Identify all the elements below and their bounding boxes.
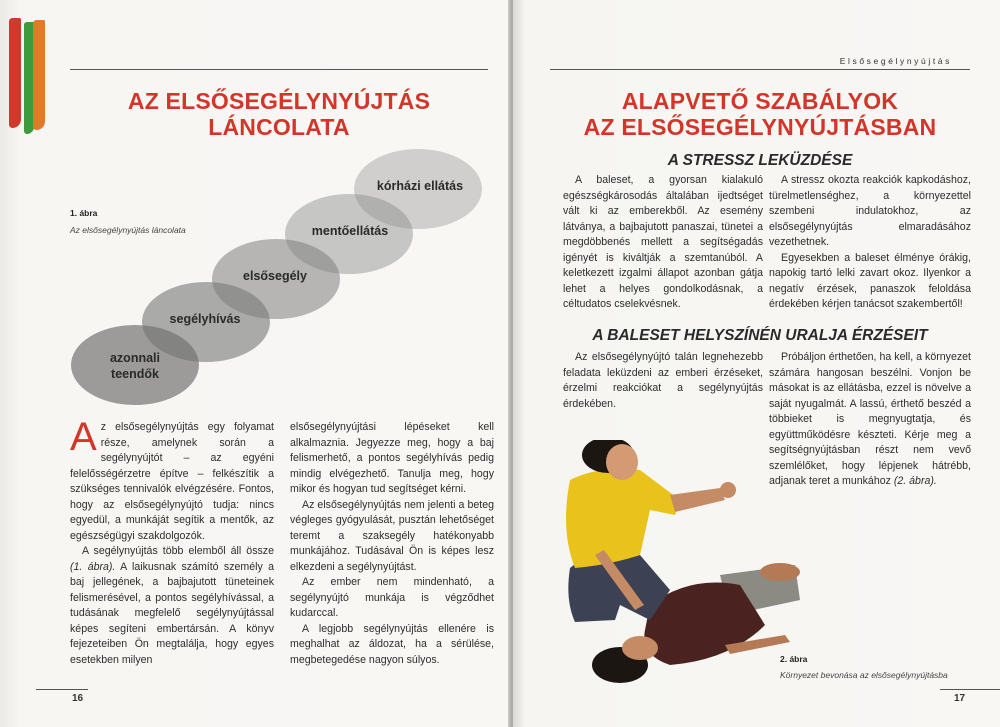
- col2-paragraph-1: elsősegélynyújtási lépéseket kell alkalmaznia. Jegyezze meg, hogy a baj felismerhető, a pontos segélyhívás pedig mindig elvégezhető. Tanulja meg, hogy mikor és hogyan tud segítséget kérni.: [290, 421, 494, 495]
- chain-label-azonnali-line2: teendők: [111, 367, 159, 381]
- title-line-1: AZ ELSŐSEGÉLYNYÚJTÁS: [127, 88, 431, 114]
- section-heading-scene: A BALESET HELYSZÍNÉN URALJA ÉRZÉSEIT: [592, 327, 928, 344]
- left-column-1: [70, 415, 274, 668]
- figure-1-label: 1. ábra: [70, 208, 98, 218]
- left-column-2: [290, 420, 494, 668]
- scene-paragraph-1: Az elsősegélynyújtó talán legnehezebb feladata leküzdeni az emberi érzéseket, érzelmi reakciókat a segélynyújtás érdekében.: [563, 351, 763, 410]
- chapter-tab-red: [9, 18, 21, 128]
- kneeling-person-face: [606, 444, 638, 480]
- stress-paragraph-1: A baleset, a gyorsan kialakuló egészségkárosodás általában ijedtséget vált ki az emberekből. Az esemény látványa, a bajbajutott panaszai, tünetei a megdöbbenés mellett a segítségadás igényét is kiváltják a szemtanúból. A keletkezett izgalmi állapot azonban gátja lehet a helyes gondolkodásnak, a céltudatos cselekvésnek.: [563, 174, 763, 310]
- col1-paragraph-2b: A laikusnak számító személy a baj jellegének, a bajbajutott tüneteinek felismerésével, a pontos segélyhívással, a tudásának megfelelő segélynyújtással képes segíteni embertársán. A könyv fejezeteiben Ön megtalálja, hogy egyes esetekben milyen: [70, 560, 274, 666]
- title-line-2: LÁNCOLATA: [208, 114, 350, 140]
- col2-paragraph-2: Az elsősegélynyújtás nem jelenti a beteg végleges gyógyulását, pusztán lehetőséget teremt a szaksegély hatékonyabb munkájához. Tudásával Ön is képes lesz elkezdeni a segélynyújtást.: [290, 498, 494, 573]
- header-rule: [70, 69, 488, 70]
- page-title-right: [550, 88, 970, 140]
- title-line-2: AZ ELSŐSEGÉLYNYÚJTÁSBAN: [583, 114, 937, 140]
- running-head: Elsősegélynyújtás: [839, 56, 952, 66]
- stress-paragraph-2: A stressz okozta reakciók kapkodáshoz, türelmetlenséghez, a környezettel szembeni indulatokhoz, az elsősegélynyújtás elmaradásához vezethetnek.: [769, 174, 971, 248]
- chain-label-azonnali: [80, 350, 190, 382]
- chain-diagram: [60, 140, 500, 410]
- figure-1-caption: Az elsősegélynyújtás láncolata: [70, 225, 186, 235]
- chain-label-korhazi: kórházi ellátás: [376, 179, 464, 193]
- footer-rule-left: [36, 689, 88, 690]
- right-column-1: [563, 173, 763, 313]
- figure-2-caption: Környezet bevonása az elsősegélynyújtásba: [780, 670, 948, 680]
- page-title-left: [70, 88, 488, 140]
- chain-label-azonnali-line1: azonnali: [109, 351, 160, 365]
- page-number-left: 16: [72, 693, 84, 704]
- section-heading-stress: A STRESSZ LEKÜZDÉSE: [667, 152, 853, 169]
- footer-rule-right: [940, 689, 1000, 690]
- dropcap: A: [70, 415, 97, 459]
- col2-paragraph-4: A legjobb segélynyújtás ellenére is meghalhat az áldozat, ha a sérülése, megbetegedése nagyon súlyos.: [290, 622, 494, 666]
- lying-person-leg-skin: [760, 563, 800, 581]
- first-aid-photo: [540, 440, 800, 700]
- kneeling-person-shirt: [566, 469, 680, 568]
- stress-paragraph-3: Egyesekben a baleset élménye órákig, napokig tartó lelki zavart okoz. Ilyenkor a negatív érzések, panaszok feloldása érdekében kérjen tanácsot szakembertől!: [769, 251, 971, 310]
- col2-paragraph-3: Az ember nem mindenható, a segélynyújtó munkája is végződhet kudarccal.: [290, 576, 494, 619]
- page-number-right: 17: [954, 693, 966, 704]
- first-aid-illustration: [540, 440, 800, 700]
- lying-person-face: [622, 636, 658, 660]
- right-column-2: [769, 173, 971, 313]
- header-rule-right: [550, 69, 970, 70]
- scene-paragraph-2: Próbáljon érthetően, ha kell, a környezet számára hangosan beszélni. Vonjon be másokat is az ellátásba, ezzel is növelve a saját nyugalmát. A lassú, érthető beszéd a többieket is megnyugtatja, és együttműködésre készteti. Kérje meg a segítségnyújtásban részt nem vevő szemlélőket, hogy lépjenek hátrébb, adjanak teret a munkához: [769, 351, 971, 487]
- scene-column-1: [563, 350, 763, 412]
- chain-label-elsosegely: elsősegély: [243, 269, 307, 283]
- chapter-tab-orange: [33, 20, 45, 130]
- figure-1-reference: (1. ábra).: [70, 560, 116, 573]
- kneeling-person-arm: [670, 488, 725, 512]
- title-line-1: ALAPVETŐ SZABÁLYOK: [621, 88, 899, 114]
- chain-label-mentoellatas: mentőellátás: [311, 224, 389, 238]
- kneeling-person-hand: [720, 482, 736, 498]
- chain-label-segelyhivas: segélyhívás: [169, 312, 241, 326]
- col1-paragraph-1: z elsősegélynyújtás egy folyamat része, amelynek során a segélynyújtót – az egyéni felelősségérzetre építve – felkészítik a szükséges tennivalók elvégzésére. Fontos, hogy az elsősegélynyújtó tudja: nincs egyedül, a munkáját segítik a mentők, az egészségügyi szakdolgozók.: [70, 421, 274, 542]
- figure-2-reference: (2. ábra).: [893, 475, 937, 487]
- figure-2-label: 2. ábra: [780, 654, 808, 664]
- col1-paragraph-2a: A segélynyújtás több elemből áll össze: [82, 545, 274, 557]
